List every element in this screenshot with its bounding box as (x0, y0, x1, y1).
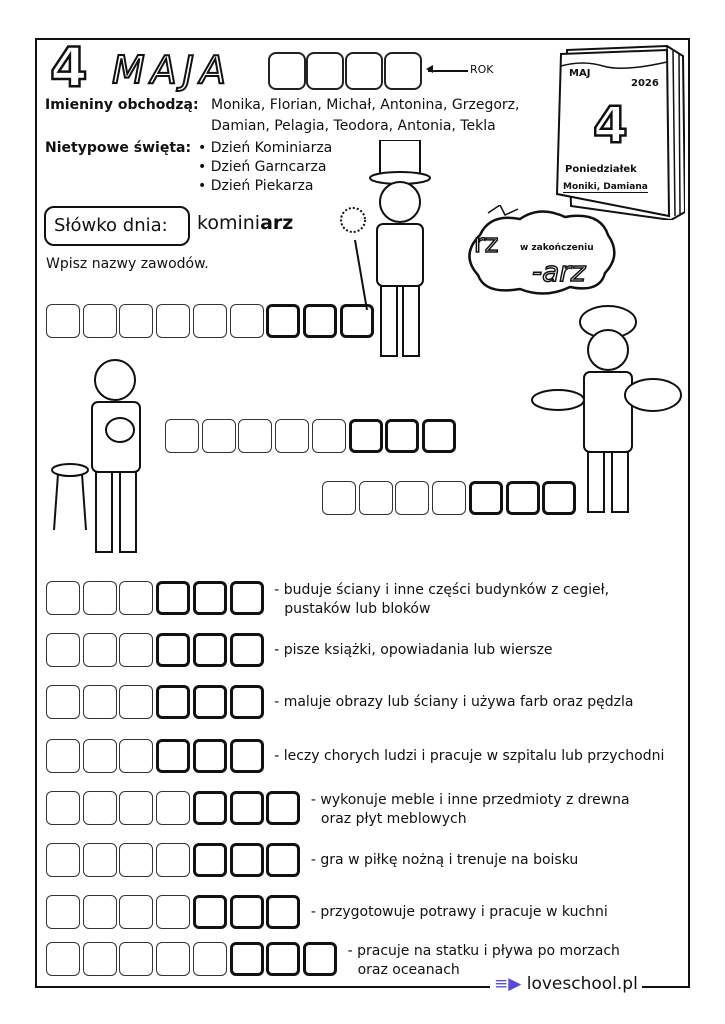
clue-line: - wykonuje meble i inne przedmioty z drewna (310, 792, 630, 808)
letter-box[interactable] (193, 581, 227, 615)
year-box[interactable] (384, 52, 422, 90)
word-start: komini (197, 212, 261, 234)
holiday-item: • Dzień Piekarza (198, 178, 314, 194)
letter-box[interactable] (230, 633, 264, 667)
title-month: MAJA (112, 48, 232, 92)
arrow-logo-icon: ≡▶ (494, 974, 522, 994)
letter-box[interactable] (266, 895, 300, 929)
word-of-day (197, 212, 293, 234)
clue-text (311, 791, 630, 829)
letter-box[interactable] (506, 481, 540, 515)
clue-line: - przygotowuje potrawy i pracuje w kuchni (310, 904, 608, 920)
calendar-names: Moniki, Damiana (563, 182, 648, 192)
letter-box[interactable] (83, 304, 117, 338)
letter-box[interactable] (266, 942, 300, 976)
letter-box[interactable] (340, 304, 374, 338)
letter-box[interactable] (156, 304, 190, 338)
letter-box[interactable] (193, 791, 227, 825)
letter-box[interactable] (46, 633, 80, 667)
nameday-label: Imieniny obchodzą: (45, 97, 199, 113)
clue-line: - gra w piłkę nożną i trenuje na boisku (310, 852, 579, 868)
letter-box[interactable] (156, 633, 190, 667)
year-label: ROK (470, 63, 494, 76)
letter-box[interactable] (83, 843, 117, 877)
letter-box[interactable] (193, 843, 227, 877)
holidays-label: Nietypowe święta: (45, 140, 192, 156)
letter-box[interactable] (349, 419, 383, 453)
letter-box[interactable] (266, 843, 300, 877)
letter-box[interactable] (119, 895, 153, 929)
letter-box[interactable] (119, 304, 153, 338)
clue-line: - pracuje na statku i pływa po morzach (347, 943, 620, 959)
rule-bubble (460, 205, 620, 297)
letter-box[interactable] (83, 633, 117, 667)
calendar-weekday: Poniedziałek (565, 164, 637, 175)
letter-box[interactable] (83, 895, 117, 929)
clue-line: - maluje obrazy lub ściany i używa farb oraz pędzla (274, 694, 634, 710)
letter-box[interactable] (46, 843, 80, 877)
clue-text (274, 581, 609, 619)
letter-box[interactable] (83, 685, 117, 719)
instruction: Wpisz nazwy zawodów. (46, 256, 209, 272)
letter-box[interactable] (156, 895, 190, 929)
letter-box[interactable] (83, 581, 117, 615)
year-box[interactable] (268, 52, 306, 90)
letter-box[interactable] (46, 304, 80, 338)
letter-box[interactable] (156, 739, 190, 773)
nameday-line1: Monika, Florian, Michał, Antonina, Grzegorz, (211, 97, 520, 113)
calendar-month: MAJ (569, 68, 591, 79)
holiday-item: • Dzień Kominiarza (198, 140, 333, 156)
word-of-day-label: Słówko dnia: (44, 206, 190, 246)
letter-box[interactable] (230, 581, 264, 615)
letter-box[interactable] (46, 581, 80, 615)
clue-line: - buduje ściany i inne części budynków z cegieł, (274, 582, 610, 598)
letter-box[interactable] (119, 633, 153, 667)
letter-box[interactable] (46, 739, 80, 773)
letter-box[interactable] (303, 942, 337, 976)
clue-text (311, 851, 578, 870)
arrow-icon (428, 70, 468, 72)
letter-box[interactable] (202, 419, 236, 453)
letter-box[interactable] (46, 791, 80, 825)
clue-line: oraz płyt meblowych (320, 811, 467, 827)
year-box[interactable] (345, 52, 383, 90)
letter-box[interactable] (83, 791, 117, 825)
letter-box[interactable] (156, 581, 190, 615)
letter-box[interactable] (395, 481, 429, 515)
clue-line: - pisze książki, opowiadania lub wiersze (274, 642, 553, 658)
clue-text (274, 693, 633, 712)
arrow-head-icon (426, 65, 433, 73)
calendar-icon (553, 44, 685, 220)
letter-box[interactable] (322, 481, 356, 515)
letter-box[interactable] (193, 633, 227, 667)
letter-box[interactable] (165, 419, 199, 453)
holiday-item: • Dzień Garncarza (198, 159, 327, 175)
letter-box[interactable] (119, 581, 153, 615)
chimney-sweep-illustration (335, 140, 465, 380)
loveschool-logo (490, 974, 642, 994)
clue-text (274, 747, 664, 766)
letter-box[interactable] (119, 739, 153, 773)
letter-box[interactable] (469, 481, 503, 515)
letter-box[interactable] (266, 304, 300, 338)
year-box[interactable] (306, 52, 344, 90)
clue-line: pustaków lub bloków (284, 601, 431, 617)
letter-box[interactable] (230, 895, 264, 929)
letter-box[interactable] (422, 419, 456, 453)
letter-box[interactable] (156, 685, 190, 719)
letter-box[interactable] (312, 419, 346, 453)
letter-box[interactable] (119, 942, 153, 976)
letter-box[interactable] (193, 739, 227, 773)
letter-box[interactable] (46, 942, 80, 976)
word-end: arz (260, 212, 294, 234)
clue-line: - leczy chorych ludzi i pracuje w szpitalu lub przychodni (274, 748, 665, 764)
potter-illustration (50, 350, 165, 565)
letter-box[interactable] (119, 685, 153, 719)
calendar-year: 2026 (631, 78, 659, 89)
title-day: 4 (50, 36, 88, 99)
letter-box[interactable] (432, 481, 466, 515)
letter-box[interactable] (275, 419, 309, 453)
letter-box[interactable] (230, 843, 264, 877)
letter-box[interactable] (83, 739, 117, 773)
letter-box[interactable] (266, 791, 300, 825)
calendar-day: 4 (593, 96, 628, 154)
letter-box[interactable] (230, 942, 264, 976)
clue-line: oraz oceanach (357, 962, 460, 978)
rule-text: w zakończeniu (520, 243, 594, 253)
letter-box[interactable] (46, 895, 80, 929)
logo-text: loveschool.pl (526, 974, 638, 994)
letter-box[interactable] (230, 739, 264, 773)
suffix-text: -arz (532, 255, 586, 288)
letter-box[interactable] (46, 685, 80, 719)
letter-box[interactable] (193, 304, 227, 338)
letter-box[interactable] (119, 843, 153, 877)
letter-box[interactable] (230, 304, 264, 338)
letter-box[interactable] (359, 481, 393, 515)
letter-box[interactable] (83, 942, 117, 976)
letter-box[interactable] (303, 304, 337, 338)
letter-box[interactable] (230, 685, 264, 719)
letter-box[interactable] (156, 791, 190, 825)
letter-box[interactable] (230, 791, 264, 825)
letter-box[interactable] (385, 419, 419, 453)
letter-box[interactable] (156, 843, 190, 877)
letter-box[interactable] (238, 419, 272, 453)
letter-box[interactable] (542, 481, 576, 515)
rz-text: rz (474, 229, 499, 259)
letter-box[interactable] (119, 791, 153, 825)
clue-text (311, 903, 608, 922)
letter-box[interactable] (156, 942, 190, 976)
letter-box[interactable] (193, 942, 227, 976)
letter-box[interactable] (193, 685, 227, 719)
letter-box[interactable] (193, 895, 227, 929)
clue-text (274, 641, 552, 660)
nameday-line2: Damian, Pelagia, Teodora, Antonia, Tekla (211, 118, 496, 134)
